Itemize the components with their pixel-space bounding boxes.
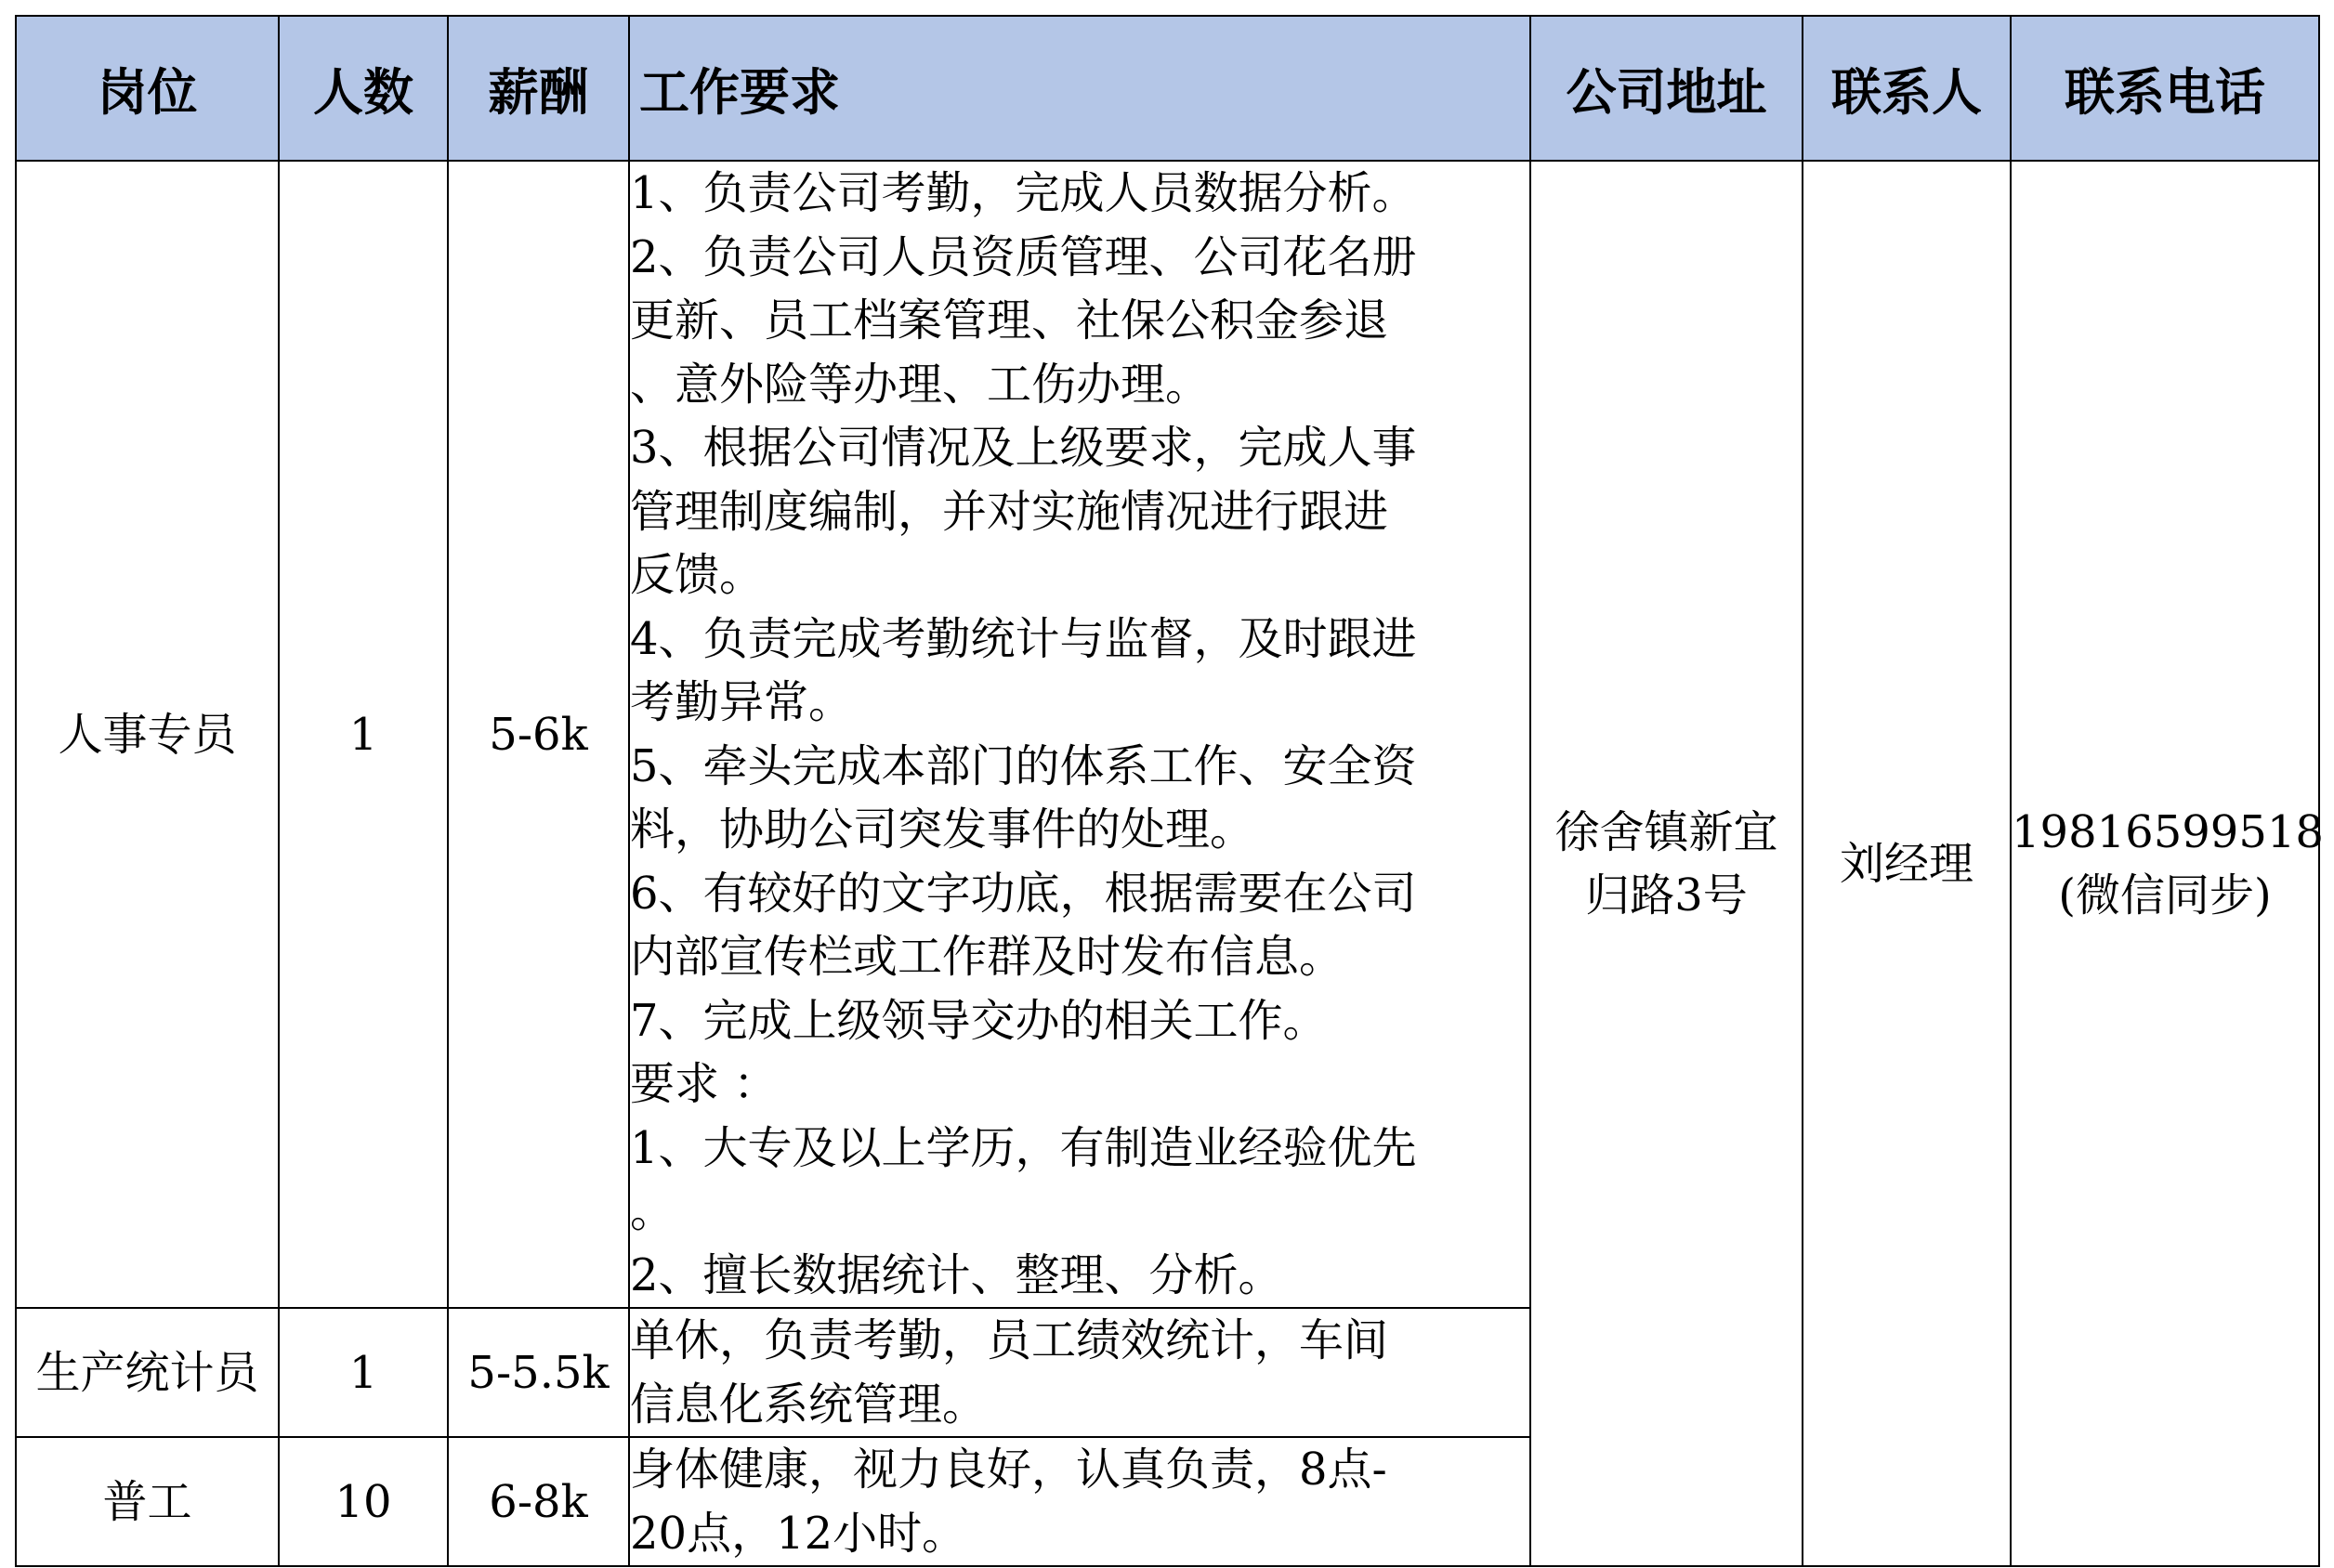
- phone-cell: [2011, 161, 2324, 1566]
- position-cell: 普工: [16, 1437, 279, 1566]
- requirements-cell: [629, 1437, 1530, 1566]
- requirement-line: 。: [630, 1185, 675, 1237]
- header-row: [16, 16, 2319, 161]
- count-cell: 1: [279, 161, 448, 1308]
- requirements-cell: [629, 161, 1530, 1308]
- requirement-line: 身体健康，视力良好，认真负责，8点-: [630, 1444, 1387, 1496]
- requirements-cell: [629, 1308, 1530, 1437]
- header-requirements: 工作要求: [629, 16, 1530, 161]
- requirement-line: 料，协助公司突发事件的处理。: [630, 804, 1255, 856]
- header-position: 岗位: [16, 16, 279, 161]
- salary-cell: 5-6k: [448, 161, 629, 1308]
- position-cell: 生产统计员: [16, 1308, 279, 1437]
- address-line: 归路3号: [1585, 869, 1748, 921]
- requirement-line: 1、大专及以上学历，有制造业经验优先: [630, 1121, 1417, 1174]
- job-table: [15, 15, 2324, 1567]
- requirement-line: 内部宣传栏或工作群及时发布信息。: [630, 931, 1344, 983]
- requirement-line: 7、完成上级领导交办的相关工作。: [630, 994, 1328, 1047]
- requirement-line: 5、牵头完成本部门的体系工作、安全资: [630, 739, 1417, 792]
- requirement-line: 3、根据公司情况及上级要求，完成人事: [630, 422, 1417, 474]
- address-cell: [1530, 161, 1803, 1566]
- phone-number: 19816599518: [2012, 805, 2324, 858]
- salary-cell: 5-5.5k: [448, 1308, 629, 1437]
- header-address: 公司地址: [1530, 16, 1803, 161]
- header-salary: 薪酬: [448, 16, 629, 161]
- requirement-line: 更新、员工档案管理、社保公积金参退: [630, 294, 1389, 346]
- requirement-line: 、意外险等办理、工伤办理。: [630, 358, 1211, 411]
- salary-cell: 6-8k: [448, 1437, 629, 1566]
- header-phone: 联系电话: [2011, 16, 2319, 161]
- table-row: [16, 161, 2319, 1308]
- header-contact: 联系人: [1803, 16, 2011, 161]
- requirement-line: 2、擅长数据统计、整理、分析。: [630, 1248, 1283, 1301]
- requirement-line: 要求 ：: [630, 1058, 779, 1110]
- requirement-line: 考勤异常。: [630, 676, 854, 728]
- header-count: 人数: [279, 16, 448, 161]
- requirement-line: 反馈。: [630, 549, 765, 601]
- requirement-line: 1、负责公司考勤，完成人员数据分析。: [630, 167, 1417, 219]
- address-line: 徐舍镇新宜: [1554, 805, 1778, 858]
- requirement-line: 管理制度编制，并对实施情况进行跟进: [630, 485, 1389, 538]
- contact-cell: 刘经理: [1803, 161, 2011, 1566]
- requirement-line: 2、负责公司人员资质管理、公司花名册: [630, 230, 1417, 283]
- requirement-line: 20点，12小时。: [630, 1507, 967, 1560]
- requirement-line: 单休，负责考勤，员工绩效统计，车间: [630, 1314, 1389, 1366]
- count-cell: 10: [279, 1437, 448, 1566]
- requirement-line: 6、有较好的文字功底，根据需要在公司: [630, 867, 1417, 920]
- position-cell: 人事专员: [16, 161, 279, 1308]
- phone-note: (微信同步): [2058, 869, 2272, 921]
- count-cell: 1: [279, 1308, 448, 1437]
- requirement-line: 信息化系统管理。: [630, 1378, 988, 1431]
- requirement-line: 4、负责完成考勤统计与监督，及时跟进: [630, 612, 1417, 665]
